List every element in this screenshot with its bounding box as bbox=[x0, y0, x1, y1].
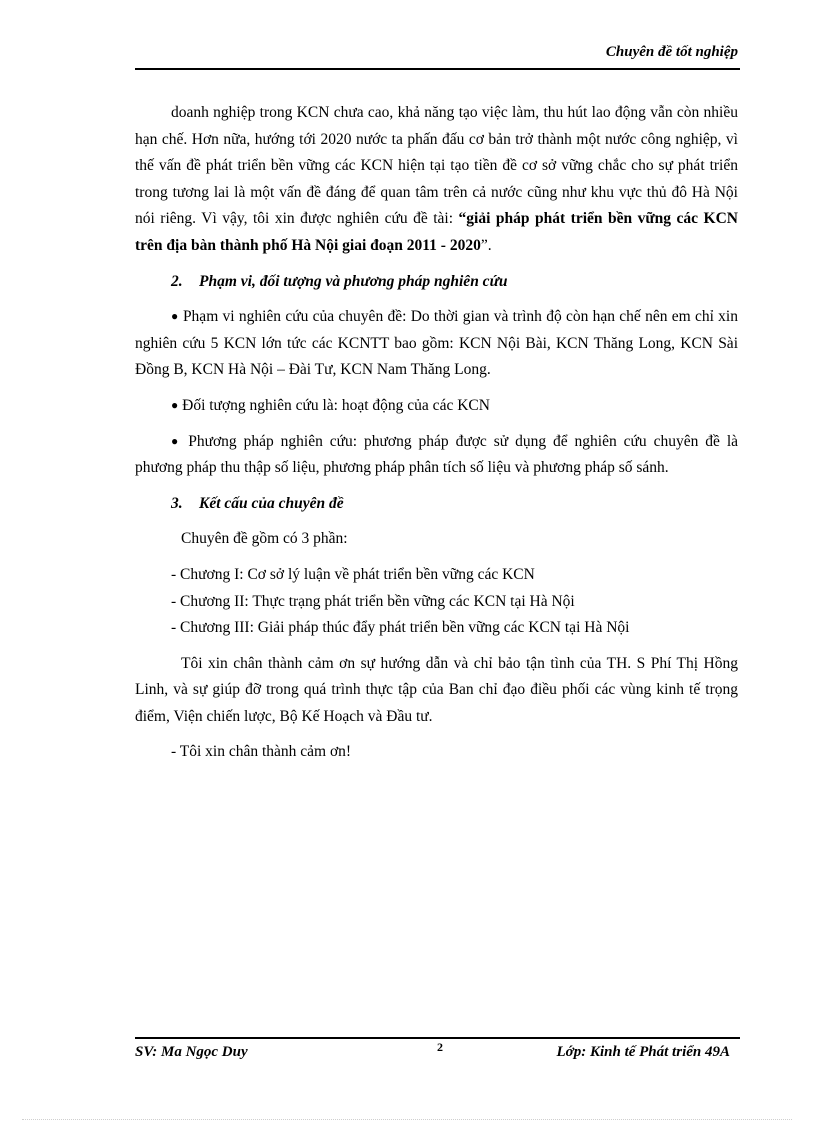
section-3-heading bbox=[135, 491, 738, 518]
section-3-number: 3. bbox=[171, 494, 183, 512]
section-2-number: 2. bbox=[171, 272, 183, 290]
bullet-item bbox=[135, 304, 738, 384]
bullet-icon: ● bbox=[171, 309, 179, 324]
section-2-heading bbox=[135, 269, 738, 296]
bullet-text-method: Phương pháp nghiên cứu: phương pháp được sử dụng để nghiên cứu chuyên đề là phương pháp thu thập số liệu, phương pháp phân tích số liệu và phương pháp số sánh. bbox=[135, 432, 738, 477]
topic-title: “giải pháp phát triển bền vững các KCN trên địa bàn thành phố Hà Nội giai đoạn 2011 - 2020 bbox=[135, 210, 738, 254]
page-edge-line bbox=[22, 1119, 792, 1120]
chapter-2: - Chương II: Thực trạng phát triển bền vững các KCN tại Hà Nội bbox=[171, 592, 575, 610]
page-number: 2 bbox=[437, 1040, 443, 1054]
closing-line: - Tôi xin chân thành cảm ơn! bbox=[171, 743, 352, 761]
header-divider bbox=[135, 68, 740, 70]
footer-class: Lớp: Kinh tế Phát triển 49A bbox=[556, 1044, 730, 1060]
bullet-text-object: Đối tượng nghiên cứu là: hoạt động của các KCN bbox=[182, 396, 490, 414]
page-header: Chuyên đề tốt nghiệp bbox=[605, 44, 738, 60]
document-body bbox=[135, 100, 738, 766]
chapter-1: - Chương I: Cơ sở lý luận về phát triển bền vững các KCN bbox=[171, 565, 535, 583]
footer-divider bbox=[135, 1037, 740, 1039]
bullet-item bbox=[135, 393, 738, 420]
bullet-icon: ● bbox=[171, 433, 182, 448]
footer-student: SV: Ma Ngọc Duy bbox=[135, 1044, 248, 1060]
thanks-paragraph: Tôi xin chân thành cảm ơn sự hướng dẫn và chỉ bảo tận tình của TH. S Phí Thị Hồng Linh, và sự giúp đỡ trong quá trình thực tập của Ban chỉ đạo điều phối các vùng kinh tế trọng điểm, Viện chiến lược, Bộ Kế Hoạch và Đầu tư. bbox=[135, 654, 738, 725]
bullet-item bbox=[135, 429, 738, 482]
section-2-title: Phạm vi, đối tượng và phương pháp nghiên cứu bbox=[199, 272, 508, 290]
intro-text: doanh nghiệp trong KCN chưa cao, khả năng tạo việc làm, thu hút lao động vẫn còn nhiều hạn chế. Hơn nữa, hướng tới 2020 nước ta phấn đấu cơ bản trở thành một nước công nghiệp, vì thế vấn đề phát triển bền vững các KCN hiện tại tạo tiền đề cơ sở vững chắc cho sự phát triển trong tương lai là một vấn đề đáng để quan tâm trên cả nước cũng như khu vực thủ đô Hà Nội nói riêng. Vì vậy, tôi xin được nghiên cứu đề tài: bbox=[135, 104, 738, 228]
chapter-3: - Chương III: Giải pháp thúc đẩy phát triển bền vững các KCN tại Hà Nội bbox=[171, 619, 630, 637]
section-3-title: Kết cấu của chuyên đề bbox=[199, 494, 344, 512]
intro-end: ”. bbox=[480, 236, 492, 254]
bullet-icon: ● bbox=[171, 397, 179, 412]
intro-paragraph bbox=[135, 100, 738, 260]
structure-lead: Chuyên đề gồm có 3 phần: bbox=[181, 530, 348, 548]
bullet-text-scope: Phạm vi nghiên cứu của chuyên đề: Do thời gian và trình độ còn hạn chế nên em chỉ xin nghiên cứu 5 KCN lớn tức các KCNTT bao gồm: KCN Nội Bài, KCN Thăng Long, KCN Sài Đồng B, KCN Hà Nội – Đài Tư, KCN Nam Thăng Long. bbox=[135, 308, 738, 379]
